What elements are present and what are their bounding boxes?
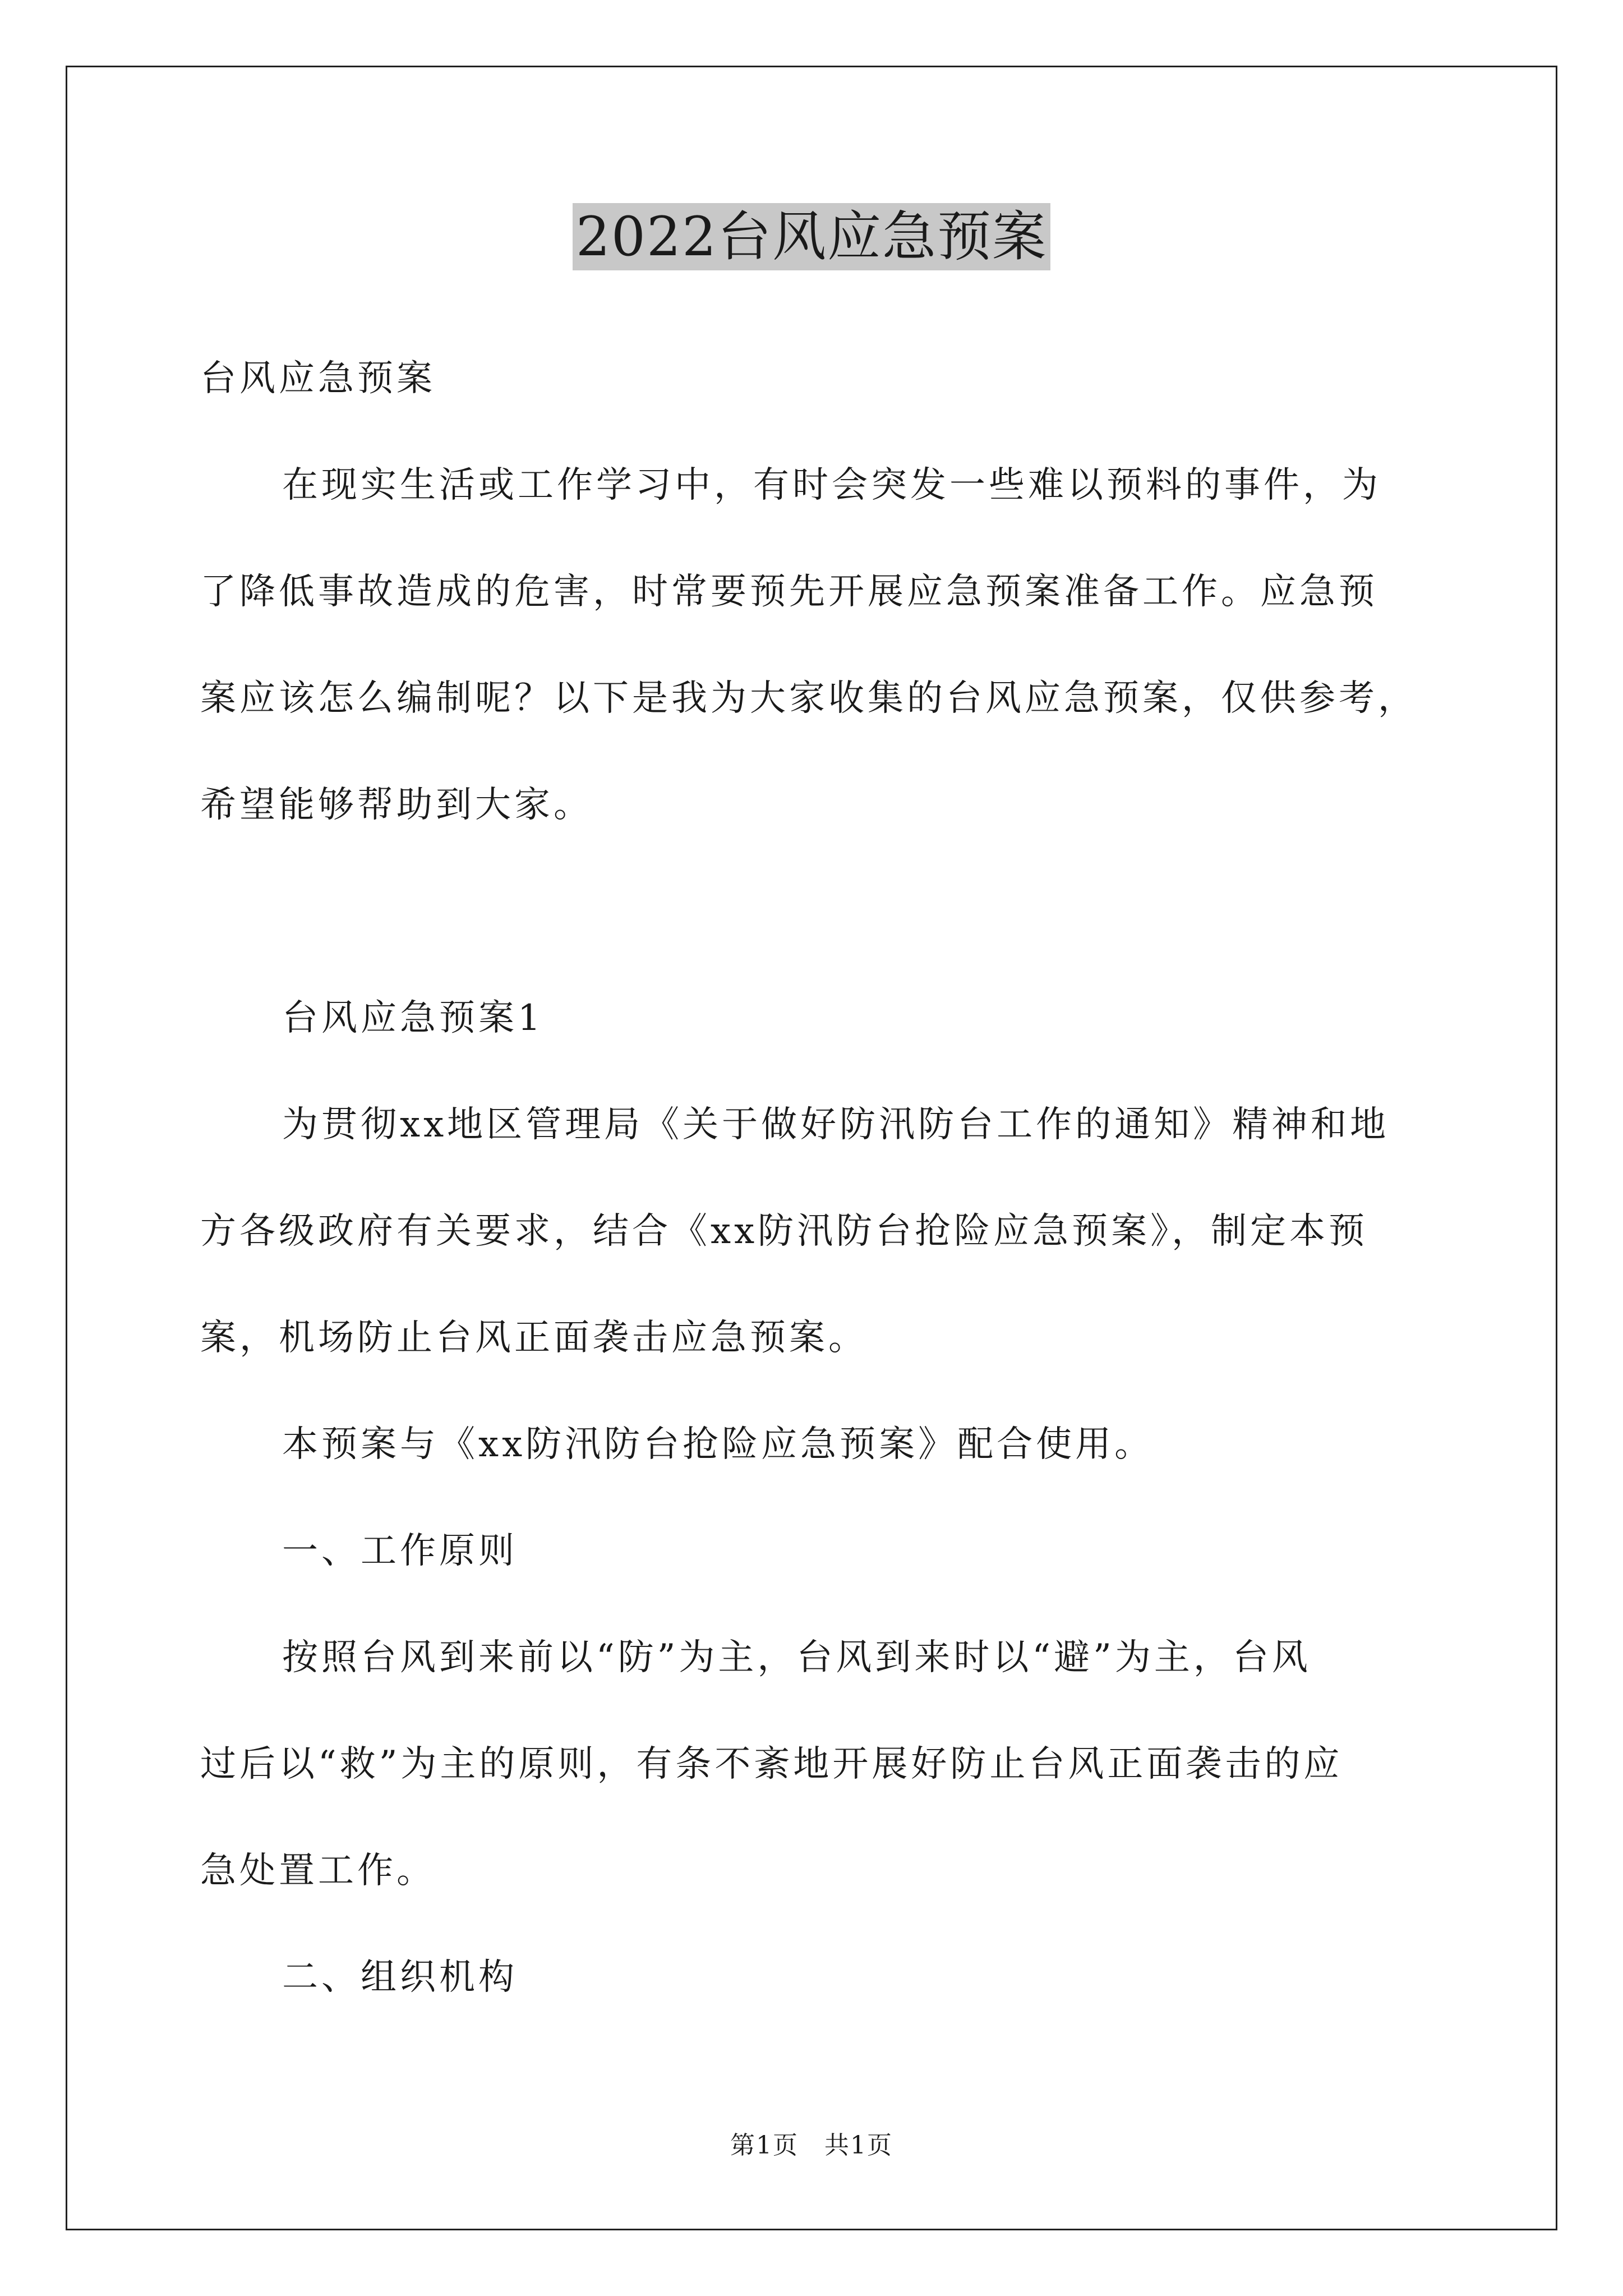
- document-title: [0, 197, 1623, 276]
- intro-line-4: 希望能够帮助到大家。: [200, 784, 593, 826]
- paragraph-1-line-2: 方各级政府有关要求，结合《xx防汛防台抢险应急预案》，制定本预: [200, 1211, 1368, 1252]
- paragraph-3-line-1: 按照台风到来前以“防”为主，台风到来时以“避”为主，台风: [282, 1637, 1311, 1678]
- paragraph-3-line-3: 急处置工作。: [200, 1850, 436, 1892]
- document-title-text: 2022台风应急预案: [573, 203, 1050, 270]
- paragraph-2: 本预案与《xx防汛防台抢险应急预案》配合使用。: [282, 1424, 1154, 1465]
- intro-line-1: 在现实生活或工作学习中，有时会突发一些难以预料的事件，为: [282, 464, 1381, 506]
- heading-organization: 二、组织机构: [282, 1957, 518, 1998]
- heading-work-principle: 一、工作原则: [282, 1530, 518, 1572]
- intro-line-3: 案应该怎么编制呢？以下是我为大家收集的台风应急预案，仅供参考，: [200, 678, 1417, 719]
- paragraph-1-line-1: 为贯彻xx地区管理局《关于做好防汛防台工作的通知》精神和地: [282, 1104, 1390, 1145]
- section-heading: 台风应急预案1: [282, 997, 544, 1039]
- page-footer: 第1页 共1页: [730, 2131, 893, 2160]
- paragraph-1-line-3: 案，机场防止台风正面袭击应急预案。: [200, 1317, 868, 1359]
- paragraph-3-line-2: 过后以“救”为主的原则，有条不紊地开展好防止台风正面袭击的应: [200, 1743, 1343, 1785]
- document-subtitle: 台风应急预案: [200, 358, 436, 399]
- intro-line-2: 了降低事故造成的危害，时常要预先开展应急预案准备工作。应急预: [200, 571, 1378, 613]
